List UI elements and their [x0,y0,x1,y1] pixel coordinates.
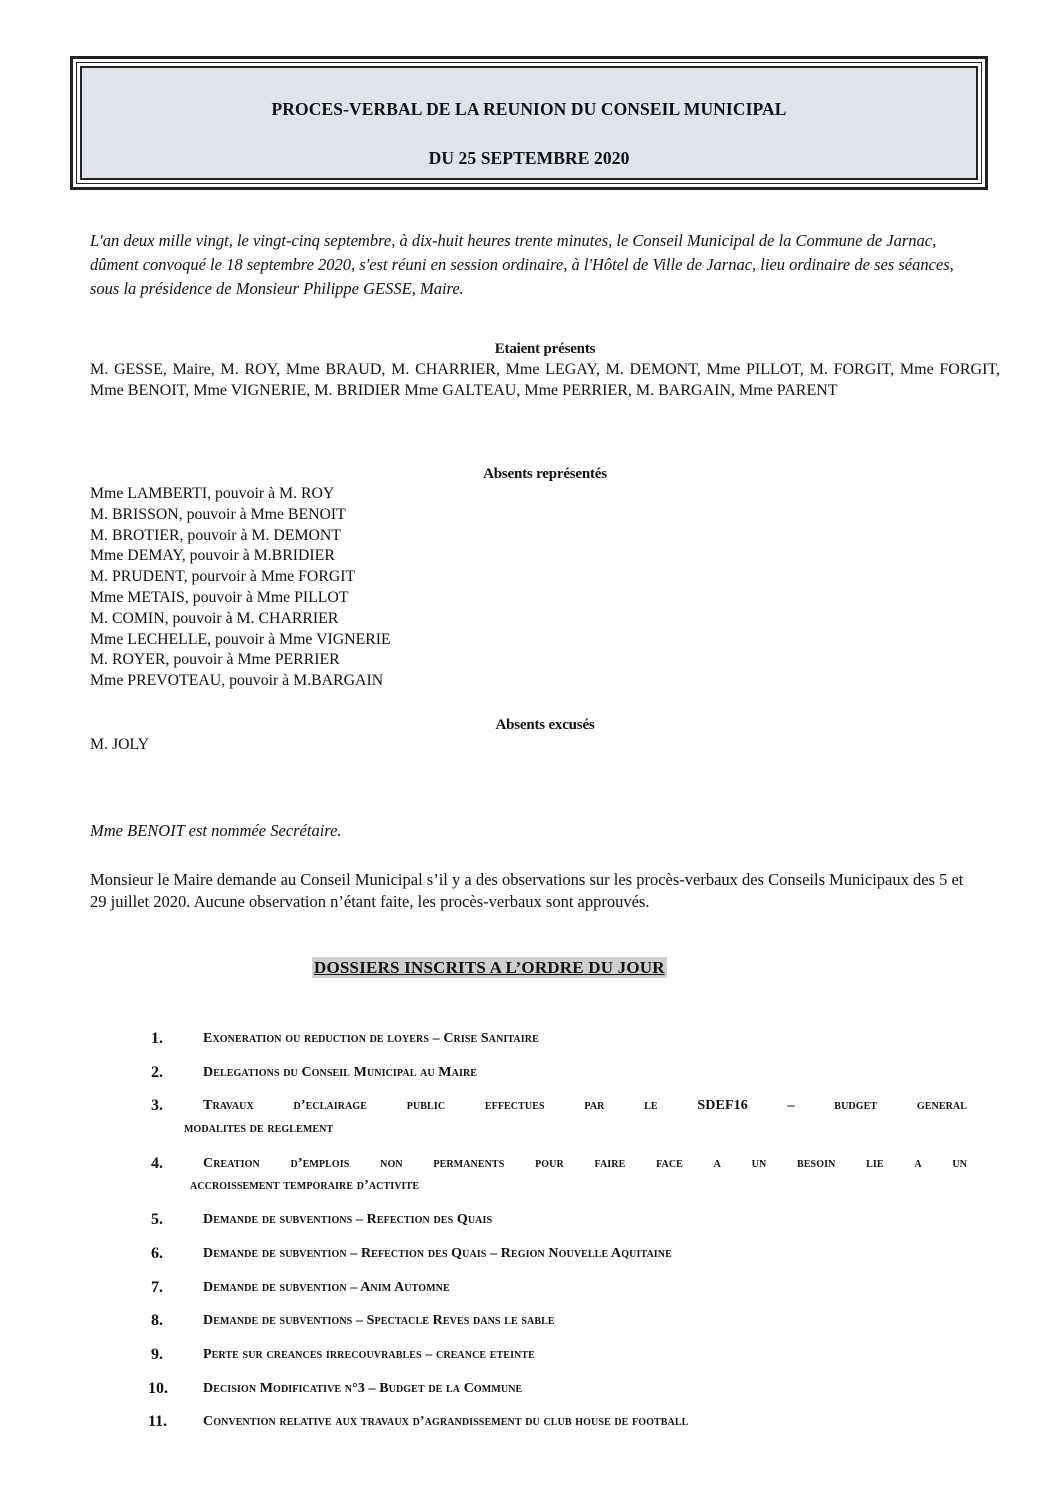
agenda-item-7: Demande de subvention – Anim Automne [203,1280,450,1295]
page-date: DU 25 SEPTEMBRE 2020 [428,148,630,168]
list-item: M. COMIN, pouvoir à M. CHARRIER [90,609,339,627]
excused-list: M. JOLY [90,736,149,753]
agenda-item-number: 4. [151,1155,163,1172]
agenda-item-5: Demande de subventions – Refection des Quais [203,1212,493,1227]
observations-paragraph: Monsieur le Maire demande au Conseil Municipal s’il y a des observations sur les procès-verbaux des Conseils Municipaux des 5 et 29 juillet 2020. Aucune observation n’étant faite, les procès-verbaux sont approuvés. [90,870,964,911]
list-item: M. ROYER, pouvoir à Mme PERRIER [90,651,340,669]
agenda-item-10: Decision Modificative n°3 – Budget de la Commune [203,1381,523,1396]
agenda-item-number: 9. [151,1346,163,1363]
represented-list [90,484,690,692]
secretary-line: Mme BENOIT est nommée Secrétaire. [90,821,342,840]
presents-list: M. GESSE, Maire, M. ROY, Mme BRAUD, M. CHARRIER, Mme LEGAY, M. DEMONT, Mme PILLOT, M. FORGIT, Mme FORGIT, Mme BENOIT, Mme VIGNERIE, M. BRIDIER Mme GALTEAU, Mme PERRIER, M. BARGAIN, Mme PARENT [90,361,1000,399]
agenda-item-2: Delegations du Conseil Municipal au Maire [203,1065,478,1080]
list-item: Mme DEMAY, pouvoir à M.BRIDIER [90,547,335,565]
agenda-item-number: 1. [151,1030,163,1047]
agenda-item-6: Demande de subvention – Refection des Quais – Region Nouvelle Aquitaine [203,1246,672,1261]
page-title: PROCES-VERBAL DE LA REUNION DU CONSEIL MUNICIPAL [271,99,787,119]
agenda-item-9: Perte sur creances irrecouvrables – creance eteinte [203,1347,535,1362]
agenda-item-number: 8. [151,1312,163,1329]
list-item: Mme LECHELLE, pouvoir à Mme VIGNERIE [90,630,391,648]
agenda-item-number: 2. [151,1064,163,1081]
agenda-item-number: 6. [151,1245,163,1262]
excused-heading: Absents excusés [495,717,595,733]
intro-paragraph: L'an deux mille vingt, le vingt-cinq septembre, à dix-huit heures trente minutes, le Conseil Municipal de la Commune de Jarnac, dûment convoqué le 18 septembre 2020, s'est réuni en session ordinaire, à l'Hôtel de Ville de Jarnac, lieu ordinaire de ses séances, sous la présidence de Monsieur Philippe GESSE, Maire. [90,231,954,298]
list-item: Mme PREVOTEAU, pouvoir à M.BARGAIN [90,672,384,690]
title-box [70,56,988,190]
list-item: Mme LAMBERTI, pouvoir à M. ROY [90,485,335,502]
agenda-item-number: 5. [151,1211,163,1228]
presents-heading: Etaient présents [494,341,596,357]
agenda-heading: DOSSIERS INSCRITS A L’ORDRE DU JOUR [314,958,665,977]
list-item: Mme METAIS, pouvoir à Mme PILLOT [90,588,349,606]
agenda-item-number: 11. [148,1413,168,1430]
agenda-item-1: Exoneration ou reduction de loyers – Crise Sanitaire [203,1031,539,1046]
agenda-item-3: Travaux d’eclairage public effectues par le SDEF16 – budget general [203,1098,967,1113]
list-item: M. PRUDENT, pourvoir à Mme FORGIT [90,568,356,586]
agenda-item-number: 10. [148,1380,168,1397]
agenda-item-number: 3. [151,1097,163,1114]
agenda-item-8: Demande de subventions – Spectacle Reves dans le sable [203,1313,555,1328]
agenda-item-11: Convention relative aux travaux d’agrandissement du club house de football [203,1414,689,1429]
agenda-item-4: Creation d’emplois non permanents pour faire face a un besoin lie a un [203,1156,967,1171]
agenda-item-3-cont: modalites de reglement [184,1121,334,1136]
list-item: M. BRISSON, pouvoir à Mme BENOIT [90,505,346,523]
list-item: M. BROTIER, pouvoir à M. DEMONT [90,526,341,544]
represented-heading: Absents représentés [483,466,607,482]
agenda-item-number: 7. [151,1279,163,1296]
agenda-item-4-cont: accroissement temporaire d’activite [190,1178,420,1193]
